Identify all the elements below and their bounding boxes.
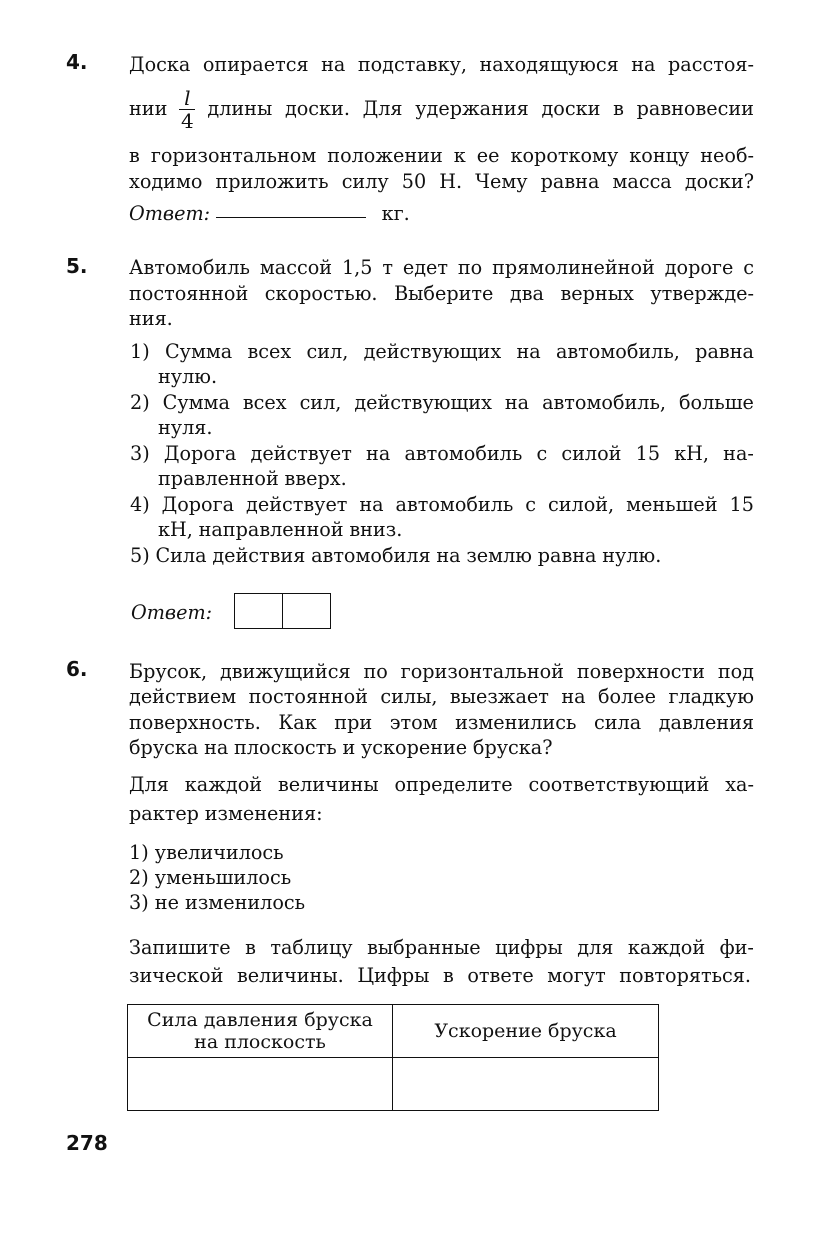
problem-4-line-2 [129, 80, 754, 138]
word: нуля. [158, 416, 213, 439]
table-header-1-line-1: Сила давления бруска [147, 1009, 373, 1031]
word: каждой [184, 773, 263, 796]
word: Для [362, 97, 403, 120]
problem-5-line-2 [129, 281, 754, 307]
word: горизонтальной [400, 660, 564, 683]
word: каждой [627, 936, 706, 959]
option-3-cont [158, 466, 754, 492]
word: необ- [700, 144, 754, 167]
word: всех [247, 340, 292, 363]
option-3 [130, 441, 754, 467]
problem-4-line-4 [129, 169, 754, 195]
table-instruction-line-2 [129, 963, 751, 989]
word: ускорение [360, 736, 468, 759]
word: 1) [130, 340, 150, 363]
word: вниз. [349, 518, 403, 541]
word: Сумма [164, 340, 233, 363]
word: прямолинейной [492, 256, 655, 279]
word: автомобиль, [542, 391, 667, 414]
word: фи- [719, 936, 754, 959]
word: нулю. [602, 544, 662, 567]
word: 50 [401, 170, 427, 193]
problem-6-line-1 [129, 659, 754, 685]
word: по [363, 660, 388, 683]
option-5 [130, 543, 755, 569]
table-answer-row [128, 1058, 659, 1111]
option-4 [130, 492, 754, 518]
word: верных [560, 282, 634, 305]
problem-5-line-3 [129, 306, 754, 332]
word: сил, [299, 391, 342, 414]
word: постоянной [248, 685, 368, 708]
word: Дорога [163, 442, 237, 465]
word: концу [629, 144, 690, 167]
problem-4-line-2-start: нии [129, 97, 168, 120]
word: под [717, 660, 754, 683]
word: Доска [129, 53, 191, 76]
word: землю [466, 544, 532, 567]
word: Н. [439, 170, 463, 193]
word: утвержде- [650, 282, 754, 305]
problem-4-line-1 [129, 52, 754, 78]
word: Цифры [357, 964, 430, 987]
answer-box-1[interactable] [235, 594, 282, 628]
word: скоростью. [264, 282, 378, 305]
answer-table [127, 1004, 659, 1111]
word: 2) [130, 391, 150, 414]
word: массой [259, 256, 333, 279]
word: расстоя- [668, 53, 754, 76]
answer-boxes [234, 593, 331, 629]
word: Для [129, 773, 169, 796]
word: Дорога [161, 493, 235, 516]
word: таблицу [270, 936, 353, 959]
word: цифры [495, 936, 563, 959]
word: повторяться. [619, 964, 751, 987]
word: действия [212, 544, 306, 567]
table-header-pressure-force [128, 1005, 393, 1058]
word: для [577, 936, 614, 959]
word: с [743, 256, 754, 279]
word: автомобиль [404, 442, 523, 465]
problem-5-number: 5. [66, 254, 88, 278]
word: 1,5 [341, 256, 373, 279]
word: рактер [129, 802, 199, 825]
word: нулю. [158, 365, 218, 388]
word: Сила [155, 544, 207, 567]
word: меньшей [626, 493, 718, 516]
word: приложить [215, 170, 329, 193]
word: зической [129, 964, 224, 987]
option-1-cont [158, 364, 754, 390]
word: в [245, 936, 256, 959]
word: положении [327, 144, 443, 167]
problem-5-line-1 [129, 255, 754, 281]
answer-blank-line[interactable] [216, 217, 366, 218]
word: опирается [202, 53, 309, 76]
word: на [504, 391, 530, 414]
word: подставку, [357, 53, 467, 76]
word: 4) [130, 493, 150, 516]
word: действующих [363, 340, 502, 363]
word: горизонтальном [150, 144, 317, 167]
word: кН, [158, 518, 193, 541]
word: доски [541, 97, 601, 120]
problem-6-line-3 [129, 710, 754, 736]
word: силы, [380, 685, 438, 708]
word: с [536, 442, 548, 465]
word: Брусок, [129, 660, 208, 683]
word: силой [561, 442, 622, 465]
word: ходимо [129, 170, 203, 193]
table-instruction-line-1 [129, 935, 754, 961]
word: на [366, 442, 391, 465]
word: сила [593, 711, 642, 734]
word: более [597, 685, 656, 708]
word: ее [476, 144, 500, 167]
word: автомобиль, [555, 340, 680, 363]
option-4-cont [158, 517, 754, 543]
answer-unit: кг. [381, 202, 410, 225]
table-header-row [128, 1005, 659, 1058]
word: Чему [475, 170, 528, 193]
word: изменились [455, 711, 577, 734]
word: ответе [467, 964, 534, 987]
word: длины [207, 97, 273, 120]
option-1 [130, 339, 754, 365]
instruction-line-1 [129, 772, 754, 798]
option-2 [130, 390, 754, 416]
word: поверхности [576, 660, 705, 683]
word: соответствующий [528, 773, 710, 796]
word: дороге [664, 256, 734, 279]
word: силой, [547, 493, 615, 516]
word: величины [277, 773, 379, 796]
fraction-l-over-4 [179, 87, 195, 132]
problem-6-number: 6. [66, 657, 88, 681]
word: действующих [354, 391, 492, 414]
word: величины. [236, 964, 344, 987]
word: давления [658, 711, 754, 734]
word: Сумма [162, 391, 230, 414]
word: выезжает [449, 685, 549, 708]
word: определите [394, 773, 513, 796]
word: по [457, 256, 483, 279]
word: на [631, 53, 656, 76]
problem-6-line-4 [129, 735, 754, 761]
word: при [334, 711, 373, 734]
word: равновесии [636, 97, 754, 120]
word: на [359, 493, 384, 516]
table-header-acceleration: Ускорение бруска [393, 1005, 659, 1058]
page-number: 278 [66, 1131, 108, 1155]
answer-cell-acceleration[interactable] [393, 1058, 659, 1111]
word: едет [402, 256, 448, 279]
problem-4-line-3 [129, 143, 754, 169]
answer-label: Ответ: [129, 202, 211, 225]
word: Как [278, 711, 317, 734]
word: удержания [415, 97, 529, 120]
word: изменения: [204, 802, 323, 825]
word: в [613, 97, 624, 120]
word: на [561, 685, 586, 708]
word: действует [250, 442, 352, 465]
word: равна [540, 170, 600, 193]
word: на [436, 544, 461, 567]
fraction-numerator: l [184, 85, 191, 110]
word: и [342, 736, 356, 759]
word: ха- [725, 773, 754, 796]
word: 15 [635, 442, 661, 465]
problem-4-answer [129, 201, 754, 227]
word: гладкую [668, 685, 754, 708]
choice-3: 3) не изменилось [129, 891, 306, 914]
word: короткому [510, 144, 619, 167]
word: равна [695, 340, 754, 363]
word: с [525, 493, 537, 516]
word: правленной [158, 467, 279, 490]
word: выбранные [367, 936, 481, 959]
word: автомобиля [311, 544, 431, 567]
word: масса [612, 170, 672, 193]
word: на [204, 736, 229, 759]
word: на [516, 340, 541, 363]
word: сил, [306, 340, 349, 363]
word: равна [537, 544, 597, 567]
problem-5-answer-label: Ответ: [131, 601, 213, 624]
word: кН, [674, 442, 710, 465]
word: Выберите [394, 282, 494, 305]
word: доски. [284, 97, 350, 120]
word: 3) [130, 442, 150, 465]
word: в [442, 964, 454, 987]
choice-2: 2) уменьшилось [129, 866, 292, 889]
word: силу [341, 170, 389, 193]
word: автомобиль [395, 493, 514, 516]
word: 5) [130, 544, 150, 567]
problem-4-number: 4. [66, 50, 88, 74]
word: могут [547, 964, 606, 987]
word: к [453, 144, 466, 167]
word: Автомобиль [129, 256, 250, 279]
problem-6-line-2 [129, 684, 754, 710]
word: движущийся [219, 660, 351, 683]
word: т [382, 256, 393, 279]
word: действует [246, 493, 348, 516]
table-header-1-line-2: на плоскость [194, 1031, 326, 1053]
word: вверх. [284, 467, 347, 490]
word: направленной [198, 518, 344, 541]
word: на- [723, 442, 754, 465]
word: постоянной [129, 282, 249, 305]
word: доски? [684, 170, 754, 193]
word: в [129, 144, 140, 167]
word: всех [242, 391, 287, 414]
word: Запишите [129, 936, 231, 959]
word: ния. [129, 307, 173, 330]
problem-4-line-2-rest [207, 96, 754, 122]
fraction-denominator: 4 [181, 108, 194, 133]
word: этом [389, 711, 438, 734]
instruction-line-2 [129, 801, 754, 827]
word: поверхность. [129, 711, 261, 734]
word: бруска [129, 736, 199, 759]
option-2-cont [158, 415, 754, 441]
word: плоскость [234, 736, 337, 759]
answer-cell-pressure-force[interactable] [128, 1058, 393, 1111]
word: действием [129, 685, 237, 708]
word: на [321, 53, 346, 76]
word: больше [678, 391, 754, 414]
choice-1: 1) увеличилось [129, 841, 284, 864]
word: 15 [729, 493, 754, 516]
word: находящуюся [479, 53, 619, 76]
word: два [509, 282, 544, 305]
word: бруска? [472, 736, 553, 759]
answer-box-2[interactable] [282, 594, 330, 628]
